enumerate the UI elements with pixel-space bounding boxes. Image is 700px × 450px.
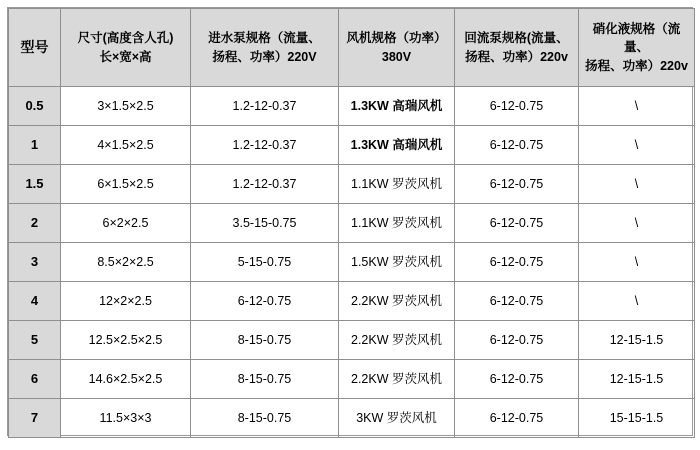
- table-row: [9, 321, 695, 360]
- cell-inlet-pump: 6-12-0.75: [191, 282, 339, 321]
- cell-nitrification: \: [579, 204, 695, 243]
- cell-size: 8.5×2×2.5: [61, 243, 191, 282]
- table-row: [9, 399, 695, 438]
- cell-inlet-pump: 3.5-15-0.75: [191, 204, 339, 243]
- table-row: [9, 87, 695, 126]
- cell-inlet-pump: 1.2-12-0.37: [191, 165, 339, 204]
- cell-nitrification: \: [579, 282, 695, 321]
- cell-size: 14.6×2.5×2.5: [61, 360, 191, 399]
- column-header-nitrification-line1: 硝化液规格（流量、: [592, 22, 681, 55]
- cell-inlet-pump: 5-15-0.75: [191, 243, 339, 282]
- cell-inlet-pump: 8-15-0.75: [191, 321, 339, 360]
- cell-return-pump: 6-12-0.75: [455, 399, 579, 438]
- cell-size: 6×2×2.5: [61, 204, 191, 243]
- cell-fan: 1.1KW 罗茨风机: [339, 204, 455, 243]
- specification-table: [8, 8, 695, 438]
- cell-model: 0.5: [9, 87, 61, 126]
- cell-return-pump: 6-12-0.75: [455, 360, 579, 399]
- cell-nitrification: 12-15-1.5: [579, 321, 695, 360]
- table-row: [9, 360, 695, 399]
- column-header-return-pump-line1: 回流泵规格(流量、: [464, 31, 569, 46]
- cell-fan: 3KW 罗茨风机: [339, 399, 455, 438]
- cell-return-pump: 6-12-0.75: [455, 282, 579, 321]
- cell-size: 3×1.5×2.5: [61, 87, 191, 126]
- cell-model: 2: [9, 204, 61, 243]
- cell-model: 3: [9, 243, 61, 282]
- cell-inlet-pump: 8-15-0.75: [191, 360, 339, 399]
- cell-fan: 1.3KW 高瑞风机: [339, 87, 455, 126]
- cell-size: 4×1.5×2.5: [61, 126, 191, 165]
- column-header-return-pump-line2: 扬程、功率）220v: [465, 49, 568, 64]
- spec-table-container: [7, 7, 693, 436]
- column-header-inlet-pump-line2: 扬程、功率）220V: [212, 49, 317, 64]
- cell-inlet-pump: 8-15-0.75: [191, 399, 339, 438]
- table-row: [9, 126, 695, 165]
- cell-nitrification: \: [579, 165, 695, 204]
- table-row: [9, 165, 695, 204]
- table-row: [9, 243, 695, 282]
- cell-nitrification: \: [579, 87, 695, 126]
- column-header-model: [9, 9, 61, 87]
- column-header-size-line1: 尺寸(高度含人孔): [77, 31, 174, 46]
- cell-fan: 2.2KW 罗茨风机: [339, 321, 455, 360]
- cell-model: 5: [9, 321, 61, 360]
- column-header-size-line2: 长×宽×高: [99, 49, 152, 64]
- cell-size: 12.5×2.5×2.5: [61, 321, 191, 360]
- column-header-nitrification-line2: 扬程、功率）220v: [585, 58, 688, 73]
- table-header-row: [9, 9, 695, 87]
- column-header-inlet-pump: [191, 9, 339, 87]
- cell-model: 1: [9, 126, 61, 165]
- table-body: [9, 87, 695, 438]
- cell-model: 4: [9, 282, 61, 321]
- cell-fan: 2.2KW 罗茨风机: [339, 360, 455, 399]
- cell-fan: 1.5KW 罗茨风机: [339, 243, 455, 282]
- cell-nitrification: \: [579, 126, 695, 165]
- table-row: [9, 204, 695, 243]
- column-header-return-pump: [455, 9, 579, 87]
- column-header-model-line1: 型号: [20, 39, 49, 56]
- cell-model: 1.5: [9, 165, 61, 204]
- column-header-fan-line1: 风机规格（功率）: [346, 31, 447, 46]
- cell-nitrification: \: [579, 243, 695, 282]
- cell-return-pump: 6-12-0.75: [455, 204, 579, 243]
- column-header-inlet-pump-line1: 进水泵规格（流量、: [208, 31, 321, 46]
- column-header-size: [61, 9, 191, 87]
- cell-inlet-pump: 1.2-12-0.37: [191, 126, 339, 165]
- cell-fan: 1.3KW 高瑞风机: [339, 126, 455, 165]
- cell-size: 11.5×3×3: [61, 399, 191, 438]
- column-header-fan-line2: 380V: [381, 49, 412, 64]
- cell-size: 12×2×2.5: [61, 282, 191, 321]
- table-row: [9, 282, 695, 321]
- cell-fan: 1.1KW 罗茨风机: [339, 165, 455, 204]
- cell-return-pump: 6-12-0.75: [455, 87, 579, 126]
- cell-model: 6: [9, 360, 61, 399]
- table-head: [9, 9, 695, 87]
- column-header-fan: [339, 9, 455, 87]
- column-header-nitrification: [579, 9, 695, 87]
- cell-inlet-pump: 1.2-12-0.37: [191, 87, 339, 126]
- cell-return-pump: 6-12-0.75: [455, 243, 579, 282]
- cell-return-pump: 6-12-0.75: [455, 126, 579, 165]
- cell-nitrification: 15-15-1.5: [579, 399, 695, 438]
- cell-nitrification: 12-15-1.5: [579, 360, 695, 399]
- cell-model: 7: [9, 399, 61, 438]
- cell-size: 6×1.5×2.5: [61, 165, 191, 204]
- cell-return-pump: 6-12-0.75: [455, 321, 579, 360]
- cell-return-pump: 6-12-0.75: [455, 165, 579, 204]
- cell-fan: 2.2KW 罗茨风机: [339, 282, 455, 321]
